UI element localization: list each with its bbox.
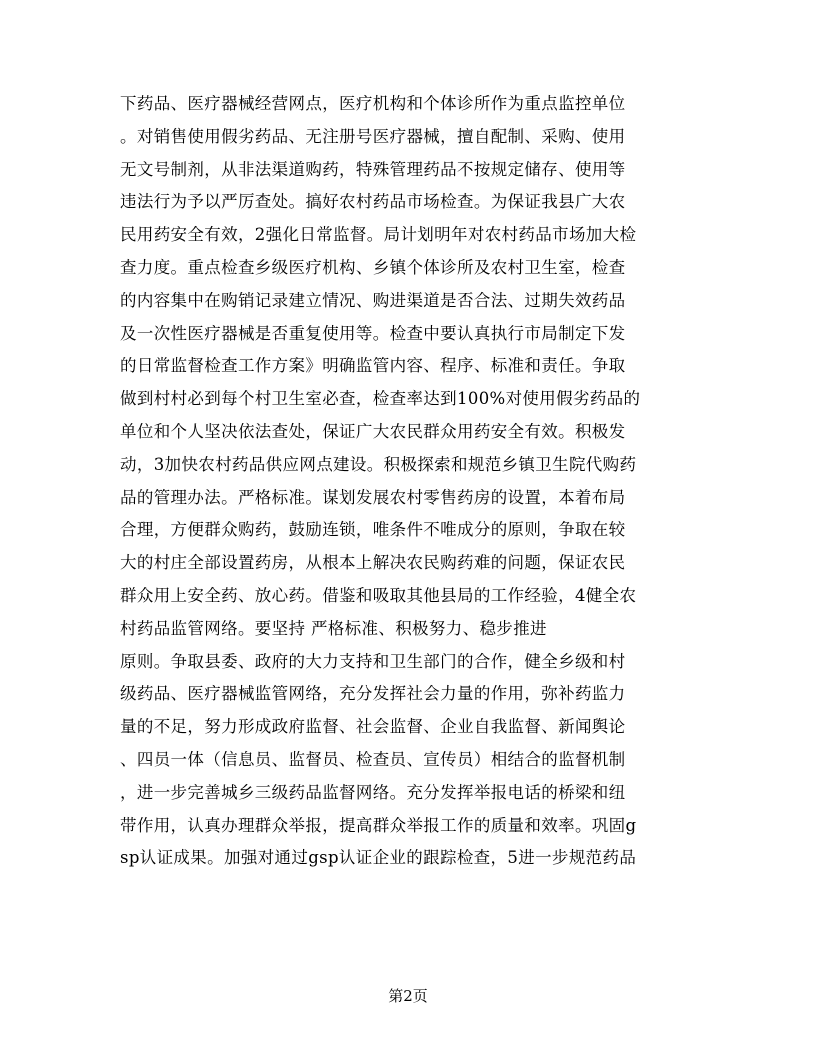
text-line-2: 。对销售使用假劣药品、无注册号医疗器械，擅自配制、采购、使用	[120, 126, 626, 146]
text-line-12: 动，3加快农村药品供应网点建设。积极探索和规范乡镇卫生院代购药	[120, 454, 637, 474]
text-line-21: 、四员一体（信息员、监督员、检查员、宣传员）相结合的监督机制	[120, 749, 626, 769]
text-line-14: 合理，方便群众购药，鼓励连锁，唯条件不唯成分的原则，争取在较	[120, 520, 626, 540]
text-line-17: 村药品监管网络。要坚持 严格标准、积极努力、稳步推进	[120, 618, 547, 638]
text-line-13: 品的管理办法。严格标准。谋划发展农村零售药房的设置，本着布局	[120, 487, 626, 507]
text-line-4: 违法行为予以严厉查处。搞好农村药品市场检查。为保证我县广大农	[120, 192, 626, 212]
text-line-9: 的日常监督检查工作方案》明确监管内容、程序、标准和责任。争取	[120, 356, 626, 376]
text-line-20: 量的不足，努力形成政府监督、社会监督、企业自我监督、新闻舆论	[120, 717, 626, 737]
text-line-18: 原则。争取县委、政府的大力支持和卫生部门的合作，健全乡级和村	[120, 651, 626, 671]
text-line-11: 单位和个人坚决依法查处，保证广大农民群众用药安全有效。积极发	[120, 421, 626, 441]
text-line-24: sp认证成果。加强对通过gsp认证企业的跟踪检查，5进一步规范药品	[120, 848, 637, 868]
text-line-8: 及一次性医疗器械是否重复使用等。检查中要认真执行市局制定下发	[120, 323, 626, 343]
text-line-5: 民用药安全有效，2强化日常监督。局计划明年对农村药品市场加大检	[120, 225, 637, 245]
text-line-15: 大的村庄全部设置药房，从根本上解决农民购药难的问题，保证农民	[120, 553, 626, 573]
text-line-1: 下药品、医疗器械经营网点，医疗机构和个体诊所作为重点监控单位	[120, 94, 626, 113]
page-number: 第2页	[388, 987, 428, 1005]
text-line-23: 带作用，认真办理群众举报，提高群众举报工作的质量和效率。巩固g	[120, 815, 637, 835]
text-line-3: 无文号制剂，从非法渠道购药，特殊管理药品不按规定储存、使用等	[120, 159, 626, 179]
text-line-6: 查力度。重点检查乡级医疗机构、乡镇个体诊所及农村卫生室，检查	[120, 257, 626, 277]
text-line-10: 做到村村必到每个村卫生室必查，检查率达到100%对使用假劣药品的	[120, 389, 641, 409]
text-line-16: 群众用上安全药、放心药。借鉴和吸取其他县局的工作经验，4健全农	[120, 585, 637, 605]
text-line-7: 的内容集中在购销记录建立情况、购进渠道是否合法、过期失效药品	[120, 290, 626, 310]
body-text	[120, 88, 700, 875]
text-line-19: 级药品、医疗器械监管网络，充分发挥社会力量的作用，弥补药监力	[120, 684, 626, 704]
text-line-22: ，进一步完善城乡三级药品监督网络。充分发挥举报电话的桥梁和纽	[120, 782, 626, 802]
